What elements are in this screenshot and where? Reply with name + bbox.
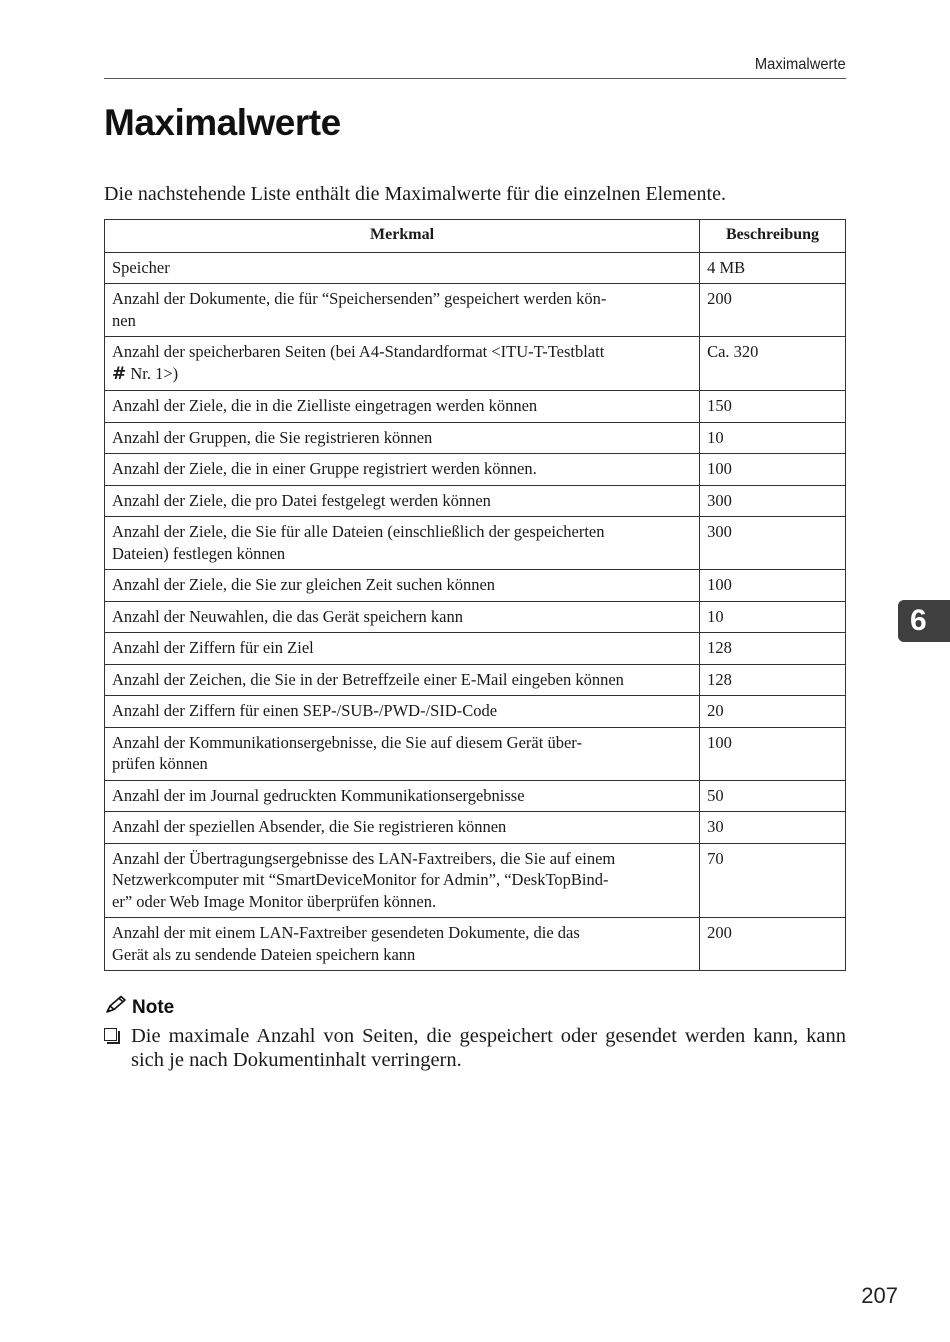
value-cell: 70: [700, 843, 846, 918]
table-row: [105, 485, 846, 517]
value-cell: 200: [700, 284, 846, 337]
value-cell: 128: [700, 664, 846, 696]
feature-cell: Anzahl der im Journal gedruckten Kommunikationsergebnisse: [105, 780, 700, 812]
value-cell: 4 MB: [700, 252, 846, 284]
running-header-title: Maximalwerte: [755, 56, 846, 73]
feature-cell: Anzahl der mit einem LAN-Faxtreiber gesendeten Dokumente, die das Gerät als zu sendende Dateien speichern kann: [105, 918, 700, 971]
table-row: [105, 337, 846, 391]
feature-cell: Anzahl der Ziffern für einen SEP-/SUB-/PWD-/SID-Code: [105, 696, 700, 728]
column-header-feature: Merkmal: [105, 220, 700, 253]
table-row: [105, 454, 846, 486]
value-cell: 300: [700, 517, 846, 570]
feature-cell: Anzahl der Neuwahlen, die das Gerät speichern kann: [105, 601, 700, 633]
feature-cell: Anzahl der Ziele, die pro Datei festgelegt werden können: [105, 485, 700, 517]
table-row: [105, 843, 846, 918]
page-number: 207: [861, 1283, 898, 1308]
feature-cell: Anzahl der Ziffern für ein Ziel: [105, 633, 700, 665]
page-title: Maximalwerte: [104, 102, 341, 143]
column-header-description: Beschreibung: [700, 220, 846, 253]
value-cell: 50: [700, 780, 846, 812]
header-rule: [104, 78, 846, 79]
chapter-tab: 6: [898, 600, 950, 642]
feature-text: Anzahl der speicherbaren Seiten (bei A4-Standardformat <ITU-T-Testblatt: [112, 342, 605, 361]
table-header-row: [105, 220, 846, 253]
table-row: [105, 252, 846, 284]
value-cell: 200: [700, 918, 846, 971]
pencil-icon: [104, 995, 128, 1021]
note-item: [104, 1024, 846, 1072]
table-row: [105, 812, 846, 844]
feature-cell: Anzahl der Kommunikationsergebnisse, die Sie auf diesem Gerät über- prüfen können: [105, 727, 700, 780]
feature-cell: [105, 337, 700, 391]
note-item-text: Die maximale Anzahl von Seiten, die gespeichert oder gesendet werden kann, kann sich je nach Dokumentinhalt verringern.: [131, 1025, 846, 1071]
value-cell: 100: [700, 727, 846, 780]
feature-cell: Anzahl der Ziele, die in einer Gruppe registriert werden können.: [105, 454, 700, 486]
feature-cell: Anzahl der Ziele, die in die Zielliste eingetragen werden können: [105, 391, 700, 423]
table-row: [105, 780, 846, 812]
table-row: [105, 633, 846, 665]
value-cell: 30: [700, 812, 846, 844]
table-row: [105, 696, 846, 728]
table-row: [105, 601, 846, 633]
value-cell: 128: [700, 633, 846, 665]
maximum-values-table: [104, 219, 846, 971]
feature-cell: Anzahl der Übertragungsergebnisse des LAN-Faxtreibers, die Sie auf einem Netzwerkcomputer mit “SmartDeviceMonitor for Admin”, “DeskTopBind- er” oder Web Image Monitor überprüfen können.: [105, 843, 700, 918]
feature-cell: Anzahl der Ziele, die Sie für alle Dateien (einschließlich der gespeicherten Dateien) festlegen können: [105, 517, 700, 570]
feature-cell: Anzahl der Zeichen, die Sie in der Betreffzeile einer E-Mail eingeben können: [105, 664, 700, 696]
checkbox-bullet-icon: [104, 1028, 117, 1041]
value-cell: 100: [700, 570, 846, 602]
table-row: [105, 517, 846, 570]
intro-paragraph: Die nachstehende Liste enthält die Maximalwerte für die einzelnen Elemente.: [104, 183, 726, 205]
table-row: [105, 422, 846, 454]
table-row: [105, 727, 846, 780]
value-cell: 300: [700, 485, 846, 517]
feature-cell: Anzahl der Dokumente, die für “Speichersenden” gespeichert werden kön- nen: [105, 284, 700, 337]
table-row: [105, 664, 846, 696]
feature-cell: Anzahl der Gruppen, die Sie registrieren können: [105, 422, 700, 454]
feature-cell: Anzahl der speziellen Absender, die Sie registrieren können: [105, 812, 700, 844]
value-cell: 100: [700, 454, 846, 486]
table-row: [105, 284, 846, 337]
value-cell: 10: [700, 601, 846, 633]
feature-cell: Anzahl der Ziele, die Sie zur gleichen Zeit suchen können: [105, 570, 700, 602]
feature-text-continued: Nr. 1>): [126, 363, 179, 383]
hash-key-icon: #: [112, 363, 127, 384]
note-heading: [104, 995, 174, 1021]
value-cell: 150: [700, 391, 846, 423]
table-row: [105, 391, 846, 423]
table-row: [105, 918, 846, 971]
table-row: [105, 570, 846, 602]
value-cell: 20: [700, 696, 846, 728]
feature-cell: Speicher: [105, 252, 700, 284]
note-heading-label: Note: [132, 997, 175, 1018]
value-cell: 10: [700, 422, 846, 454]
value-cell: Ca. 320: [700, 337, 846, 391]
